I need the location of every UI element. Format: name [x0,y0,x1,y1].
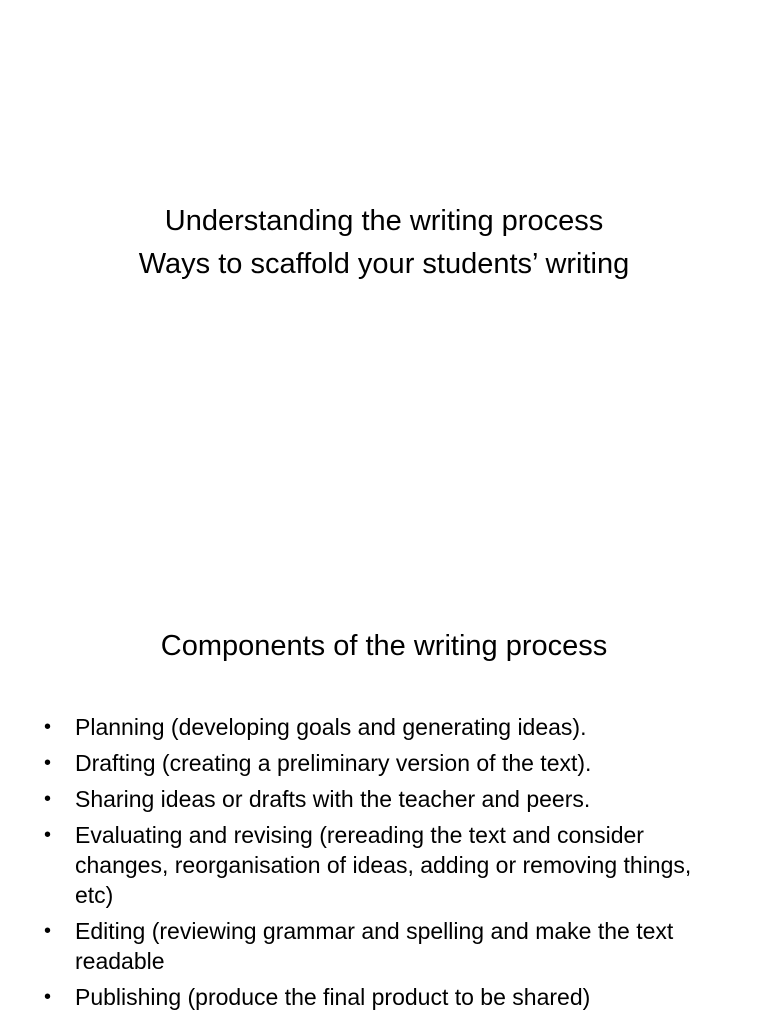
bullet-icon: • [44,920,52,942]
bullet-text: Editing (reviewing grammar and spelling and make the text readable [75,918,674,974]
bullet-text: Publishing (produce the final product to be shared) [75,984,591,1010]
bullet-icon: • [44,788,52,810]
bullet-item-planning [0,712,768,742]
bullet-list [0,712,768,1018]
slide-heading: Components of the writing process [160,630,608,662]
title-line-1: Understanding the writing process [164,205,604,237]
bullet-text: Drafting (creating a preliminary version of the text). [75,750,592,776]
bullet-item-evaluating [0,820,768,910]
slide-title [0,0,768,500]
bullet-icon: • [44,824,52,846]
title-line-2: Ways to scaffold your students’ writing [138,248,630,280]
bullet-text: Sharing ideas or drafts with the teacher and peers. [75,786,591,812]
bullet-text: Planning (developing goals and generating ideas). [75,714,587,740]
bullet-icon: • [44,716,52,738]
slide-components [0,500,768,1024]
bullet-icon: • [44,752,52,774]
bullet-icon: • [44,986,52,1008]
bullet-item-editing [0,916,768,976]
bullet-item-publishing [0,982,768,1012]
slide-heading-block [0,624,768,668]
bullet-text: Evaluating and revising (rereading the text and consider changes, reorganisation of ideas, adding or removing things, etc) [75,822,692,908]
bullet-item-drafting [0,748,768,778]
slide-title-block [0,200,768,286]
bullet-item-sharing [0,784,768,814]
